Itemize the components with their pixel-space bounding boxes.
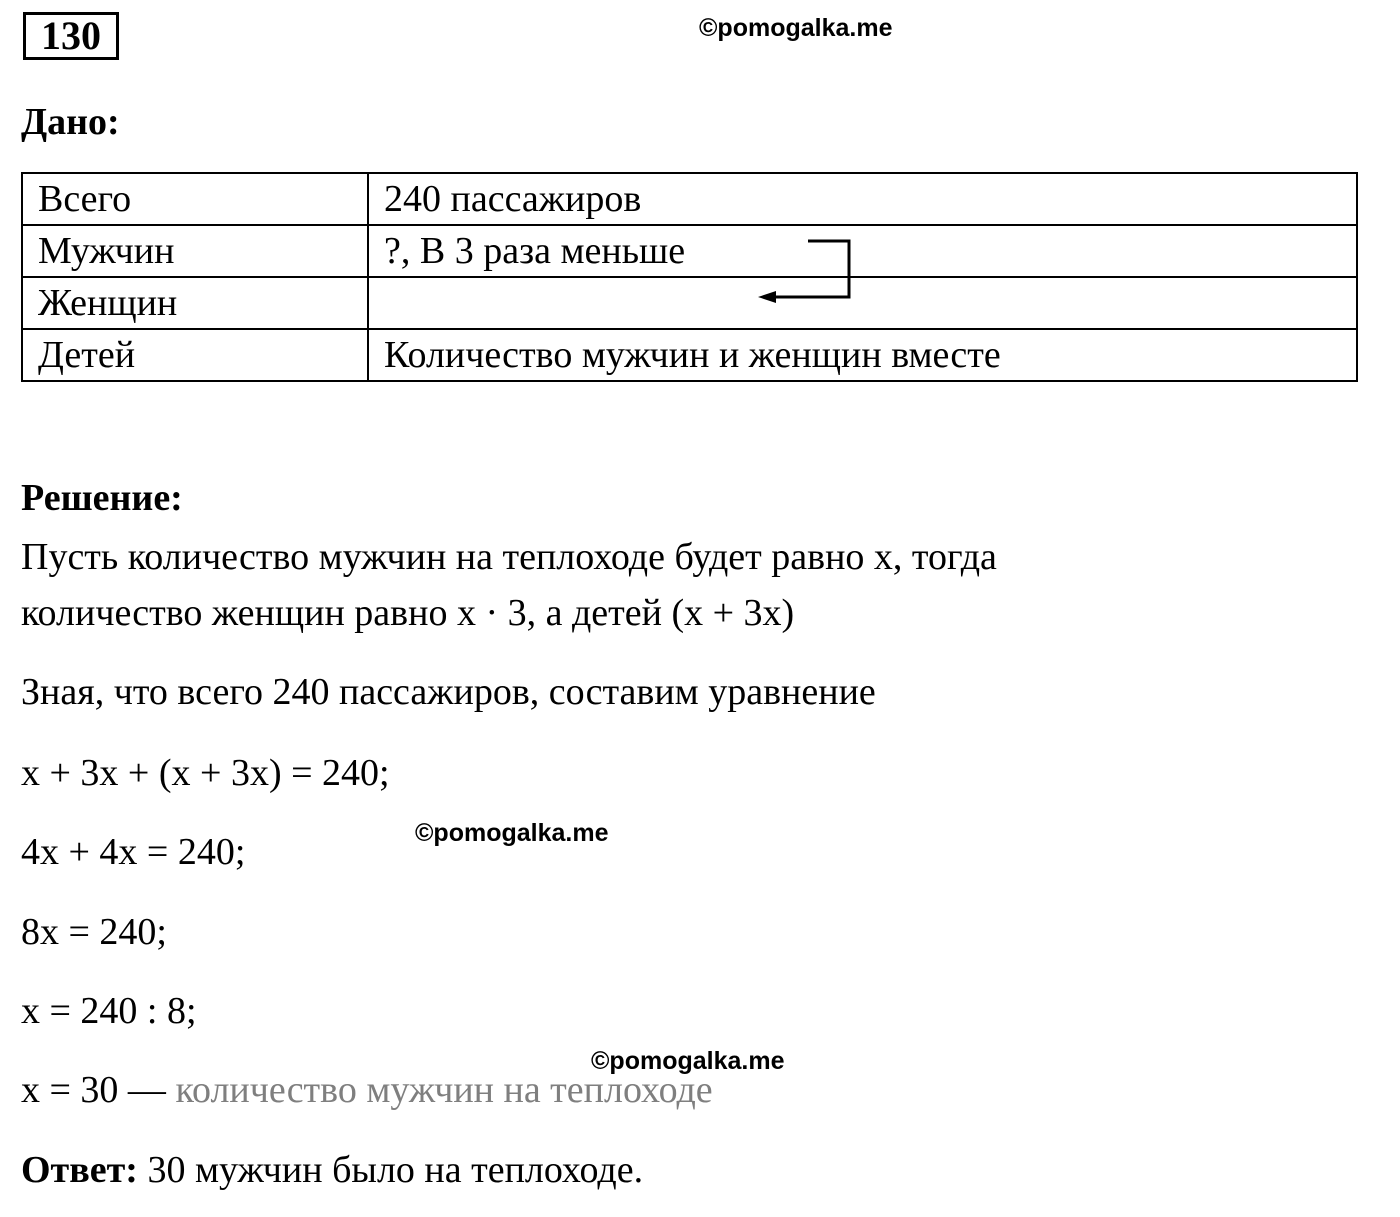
given-heading: Дано: [21, 101, 120, 143]
equation-2: 4x + 4x = 240; [21, 831, 246, 873]
equation-1: x + 3x + (x + 3x) = 240; [21, 752, 390, 794]
row-label-total: Всего [22, 173, 368, 225]
solution-heading: Решение: [21, 477, 183, 519]
table-row [22, 277, 1357, 329]
equation-4: x = 240 : 8; [21, 990, 197, 1032]
table-row [22, 225, 1357, 277]
row-value-total: 240 пассажиров [368, 173, 1357, 225]
answer-line [21, 1148, 643, 1192]
final-equation-comment: количество мужчин на теплоходе [175, 1069, 713, 1111]
equation-3: 8x = 240; [21, 911, 167, 953]
table-row [22, 329, 1357, 381]
solution-line-3: Зная, что всего 240 пассажиров, составим уравнение [21, 671, 876, 713]
watermark-bottom: ©pomogalka.me [591, 1047, 785, 1075]
final-equation-line [21, 1068, 713, 1112]
solution-line-2: количество женщин равно x · 3, а детей (x + 3x) [21, 592, 795, 634]
table-row [22, 173, 1357, 225]
row-value-women [368, 277, 1357, 329]
row-value-children: Количество мужчин и женщин вместе [368, 329, 1357, 381]
answer-text: 30 мужчин было на теплоходе. [147, 1149, 644, 1191]
row-value-men: ?, В 3 раза меньше [368, 225, 1357, 277]
given-table [21, 172, 1358, 382]
solution-line-1: Пусть количество мужчин на теплоходе будет равно x, тогда [21, 536, 997, 578]
row-label-women: Женщин [22, 277, 368, 329]
problem-number: 130 [23, 12, 119, 60]
watermark-middle: ©pomogalka.me [415, 819, 609, 847]
answer-label: Ответ: [21, 1149, 138, 1191]
row-label-men: Мужчин [22, 225, 368, 277]
comparison-arrow-icon [750, 236, 860, 306]
row-label-children: Детей [22, 329, 368, 381]
watermark-top: ©pomogalka.me [699, 14, 893, 42]
final-equation: x = 30 — [21, 1069, 166, 1111]
